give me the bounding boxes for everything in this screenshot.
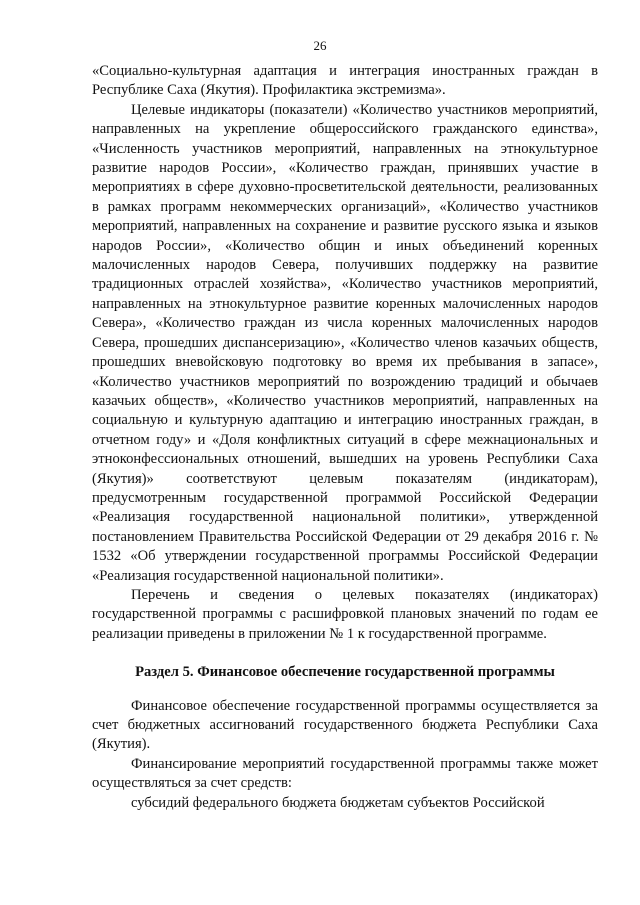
paragraph-program-title: «Социально-культурная адаптация и интеграция иностранных граждан в Республике Саха (Якутия). Профилактика экстремизма». bbox=[92, 63, 598, 99]
paragraph-indicator-list: Перечень и сведения о целевых показателях (индикаторах) государственной программы с расшифровкой плановых значений по годам ее реализации приведены в приложении № 1 к государственной программе. bbox=[92, 586, 598, 642]
paragraph-federal-subsidies: субсидий федерального бюджета бюджетам субъектов Российской bbox=[131, 794, 545, 811]
document-body bbox=[92, 62, 598, 813]
paragraph-financing-source: Финансовое обеспечение государственной программы осуществляется за счет бюджетных ассигнований государственного бюджета Республики Саха (Якутия). bbox=[92, 697, 598, 753]
page-number: 26 bbox=[313, 38, 327, 53]
paragraph-financing-also: Финансирование мероприятий государственной программы также может осуществляться за счет средств: bbox=[92, 755, 598, 792]
section-heading: Раздел 5. Финансовое обеспечение государственной программы bbox=[135, 664, 555, 681]
paragraph-target-indicators: Целевые индикаторы (показатели) «Количество участников мероприятий, направленных на укрепление общероссийского гражданского единства», «Численность участников мероприятий, направленных на этнокультурное развитие народов России», «Количество граждан, принявших участие в мероприятиях в сфере духовно-просветительской деятельности, реализованных в рамках программ некоммерческих организаций», «Количество участников мероприятий, направленных на сохранение и развитие русского языка и языков народов России», «Количество общин и иных объединений коренных малочисленных народов Севера, получивших поддержку на развитие традиционных отраслей хозяйства», «Количество участников мероприятий, направленных на этнокультурное развитие коренных малочисленных народов Севера», «Количество граждан из числа коренных малочисленных народов Севера, прошедших диспансеризацию», «Количество членов казачьих обществ, прошедших вневойсковую подготовку во время их пребывания в запасе», «Количество участников мероприятий по возрождению традиций и обычаев казачьих обществ», «Количество участников мероприятий, направленных на социальную и культурную адаптацию и интеграцию иностранных граждан, в отчетном году» и «Доля конфликтных ситуаций в сфере межнациональных и этноконфессиональных отношений, вышедших на уровень Республики Саха (Якутия)» соответствуют целевым показателям (индикаторам), предусмотренным государственной программой Российской Федерации «Реализация государственной национальной политики», утвержденной постановлением Правительства Российской Федерации от 29 декабря 2016 г. № 1532 «Об утверждении государственной программы Российской Федерации «Реализация государственной национальной политики». bbox=[92, 101, 598, 584]
